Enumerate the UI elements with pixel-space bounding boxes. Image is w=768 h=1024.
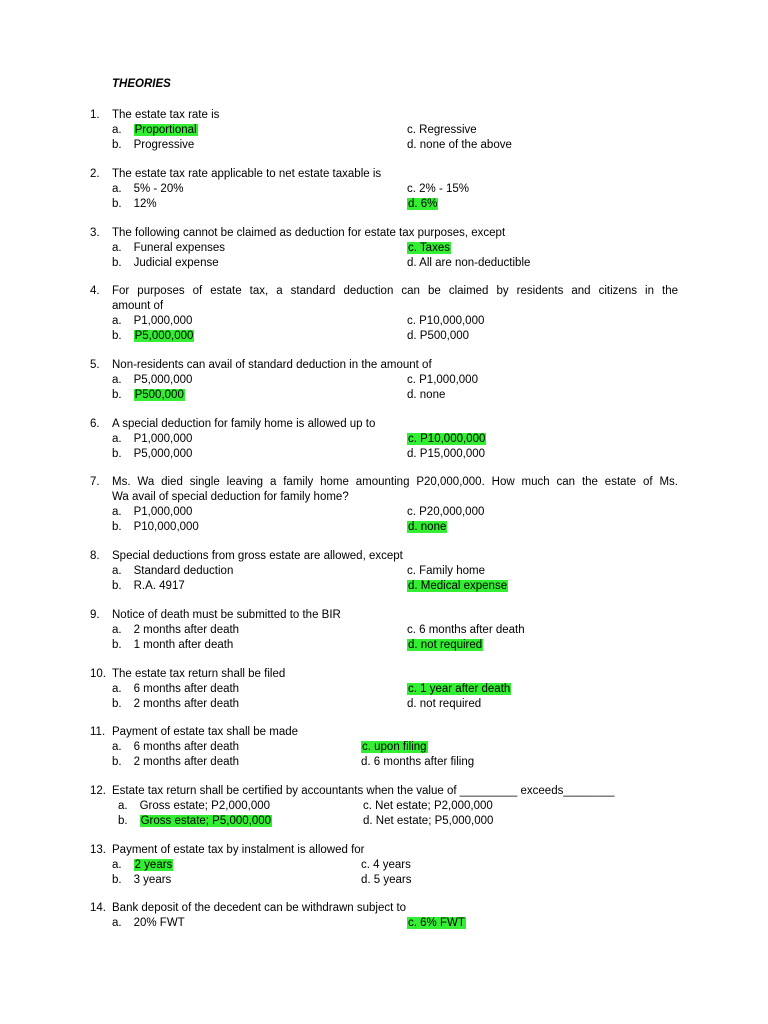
answer-highlight: c. Taxes bbox=[408, 242, 450, 254]
option-b: b. 12% bbox=[112, 198, 157, 210]
option-c: c. Regressive bbox=[407, 124, 477, 136]
question-number: 8. bbox=[90, 550, 100, 562]
question-14 bbox=[90, 901, 678, 931]
question-text: A special deduction for family home is allowed up to bbox=[112, 418, 376, 430]
answer-highlight: d. 6% bbox=[408, 198, 438, 210]
option-d: d. P15,000,000 bbox=[407, 448, 486, 460]
question-number: 4. bbox=[90, 285, 100, 297]
option-c: c. 2% - 15% bbox=[407, 183, 469, 195]
option-b: b. Progressive bbox=[112, 139, 195, 151]
option-c: c. P10,000,000 bbox=[407, 315, 485, 327]
answer-highlight: d. not required bbox=[408, 639, 483, 651]
answer-highlight: c. 1 year after death bbox=[408, 683, 511, 695]
answer-highlight: 2 years bbox=[134, 859, 173, 871]
question-number: 9. bbox=[90, 609, 100, 621]
option-c bbox=[361, 740, 428, 755]
option-d bbox=[407, 197, 438, 212]
question-number: 1. bbox=[90, 109, 100, 121]
question-11 bbox=[90, 725, 678, 770]
question-4 bbox=[90, 284, 678, 344]
question-text: Notice of death must be submitted to the BIR bbox=[112, 609, 341, 621]
answer-highlight: c. 6% FWT bbox=[408, 917, 465, 929]
option-a: a. Proportional bbox=[112, 124, 197, 136]
question-text-continued: amount of bbox=[112, 300, 164, 312]
question-1 bbox=[90, 108, 678, 153]
question-number: 6. bbox=[90, 418, 100, 430]
option-d: d. All are non-deductible bbox=[407, 257, 531, 269]
option-d: d. none of the above bbox=[407, 139, 512, 151]
option-a: a. Gross estate; P2,000,000 bbox=[118, 800, 271, 812]
option-a: a. 6 months after death bbox=[112, 683, 240, 695]
option-c: c. P1,000,000 bbox=[407, 374, 478, 386]
question-text: The estate tax rate is bbox=[112, 109, 220, 121]
option-d bbox=[407, 579, 508, 594]
option-b: b. P10,000,000 bbox=[112, 521, 199, 533]
option-b: b. Gross estate; P5,000,000 bbox=[118, 815, 272, 827]
option-d: d. Net estate; P5,000,000 bbox=[363, 815, 494, 827]
answer-highlight: Proportional bbox=[134, 124, 197, 136]
option-b: b. 2 months after death bbox=[112, 698, 240, 710]
question-text: Payment of estate tax shall be made bbox=[112, 726, 299, 738]
question-text: For purposes of estate tax, a standard deduction can be claimed by residents and citizens in the bbox=[112, 285, 678, 297]
answer-highlight: c. upon filing bbox=[362, 741, 427, 753]
option-d: d. P500,000 bbox=[407, 330, 470, 342]
option-b: b. P500,000 bbox=[112, 389, 184, 401]
question-6 bbox=[90, 417, 678, 462]
question-text: Non-residents can avail of standard deduction in the amount of bbox=[112, 359, 432, 371]
answer-highlight: Gross estate; P5,000,000 bbox=[140, 815, 272, 827]
question-text: The estate tax return shall be filed bbox=[112, 668, 286, 680]
question-10 bbox=[90, 667, 678, 712]
option-b: b. 1 month after death bbox=[112, 639, 234, 651]
option-c bbox=[407, 682, 511, 697]
option-d: d. 6 months after filing bbox=[361, 756, 475, 768]
question-text-continued: Wa avail of special deduction for family home? bbox=[112, 491, 349, 503]
answer-highlight: d. Medical expense bbox=[408, 580, 508, 592]
option-d bbox=[407, 520, 447, 535]
question-9 bbox=[90, 608, 678, 653]
option-a: a. 2 years bbox=[112, 859, 173, 871]
option-a: a. 5% - 20% bbox=[112, 183, 184, 195]
option-b: b. R.A. 4917 bbox=[112, 580, 185, 592]
option-a: a. P1,000,000 bbox=[112, 506, 193, 518]
option-a: a. Funeral expenses bbox=[112, 242, 226, 254]
option-c: c. P20,000,000 bbox=[407, 506, 485, 518]
question-5 bbox=[90, 358, 678, 403]
option-c bbox=[407, 432, 486, 447]
question-number: 10. bbox=[90, 668, 106, 680]
question-text: Ms. Wa died single leaving a family home amounting P20,000,000. How much can the estate of Ms. bbox=[112, 476, 678, 488]
section-heading: THEORIES bbox=[112, 78, 171, 90]
option-c: c. 4 years bbox=[361, 859, 411, 871]
question-number: 7. bbox=[90, 476, 100, 488]
option-b: b. 2 months after death bbox=[112, 756, 240, 768]
option-a: a. P1,000,000 bbox=[112, 433, 193, 445]
question-text: Payment of estate tax by instalment is allowed for bbox=[112, 844, 365, 856]
question-number: 2. bbox=[90, 168, 100, 180]
question-2 bbox=[90, 167, 678, 212]
option-c: c. 6 months after death bbox=[407, 624, 525, 636]
option-d: d. not required bbox=[407, 698, 482, 710]
option-b: b. P5,000,000 bbox=[112, 330, 194, 342]
option-c: c. Net estate; P2,000,000 bbox=[363, 800, 493, 812]
question-text: Estate tax return shall be certified by accountants when the value of _________ exceeds________ bbox=[112, 785, 615, 797]
question-3 bbox=[90, 226, 678, 271]
question-number: 13. bbox=[90, 844, 106, 856]
option-d: d. 5 years bbox=[361, 874, 412, 886]
question-number: 11. bbox=[90, 726, 106, 738]
question-text: Special deductions from gross estate are allowed, except bbox=[112, 550, 403, 562]
option-d: d. none bbox=[407, 389, 446, 401]
option-a: a. 2 months after death bbox=[112, 624, 240, 636]
question-text: The estate tax rate applicable to net estate taxable is bbox=[112, 168, 382, 180]
question-text: The following cannot be claimed as deduction for estate tax purposes, except bbox=[112, 227, 506, 239]
option-b: b. P5,000,000 bbox=[112, 448, 193, 460]
answer-highlight: d. none bbox=[408, 521, 447, 533]
answer-highlight: P5,000,000 bbox=[134, 330, 194, 342]
option-c bbox=[407, 241, 451, 256]
option-c bbox=[407, 916, 466, 931]
option-c: c. Family home bbox=[407, 565, 485, 577]
question-7 bbox=[90, 475, 678, 535]
question-number: 5. bbox=[90, 359, 100, 371]
question-text: Bank deposit of the decedent can be withdrawn subject to bbox=[112, 902, 407, 914]
question-12 bbox=[90, 784, 678, 829]
option-a: a. Standard deduction bbox=[112, 565, 234, 577]
option-a: a. 20% FWT bbox=[112, 917, 185, 929]
question-number: 3. bbox=[90, 227, 100, 239]
option-a: a. P5,000,000 bbox=[112, 374, 193, 386]
answer-highlight: P500,000 bbox=[134, 389, 184, 401]
option-b: b. 3 years bbox=[112, 874, 172, 886]
question-number: 12. bbox=[90, 785, 106, 797]
question-13 bbox=[90, 843, 678, 888]
question-number: 14. bbox=[90, 902, 106, 914]
option-a: a. 6 months after death bbox=[112, 741, 240, 753]
answer-highlight: c. P10,000,000 bbox=[408, 433, 486, 445]
option-d bbox=[407, 638, 483, 653]
option-b: b. Judicial expense bbox=[112, 257, 219, 269]
question-8 bbox=[90, 549, 678, 594]
option-a: a. P1,000,000 bbox=[112, 315, 193, 327]
